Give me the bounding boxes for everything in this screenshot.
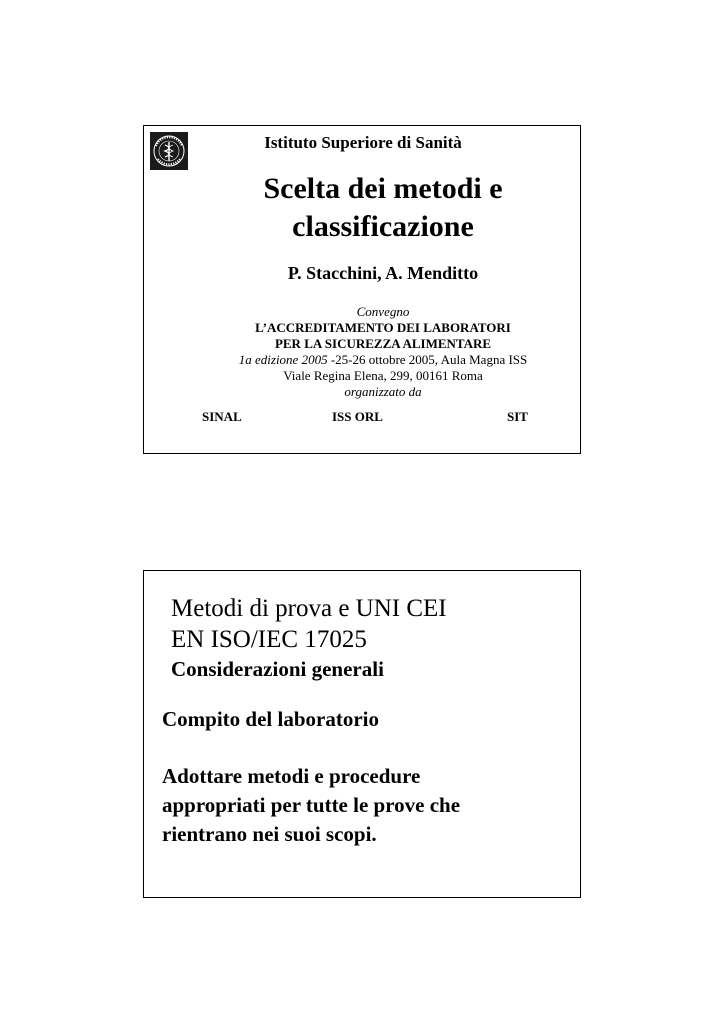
conference-address: Viale Regina Elena, 299, 00161 Roma xyxy=(283,368,483,383)
title-line: EN ISO/IEC 17025 xyxy=(171,626,367,653)
authors: P. Stacchini, A. Menditto xyxy=(287,263,479,283)
presentation-title xyxy=(174,170,592,246)
title-line: Scelta dei metodi e xyxy=(263,172,503,205)
slide-title xyxy=(171,593,447,655)
conference-label: Convegno xyxy=(356,304,410,319)
conference-info xyxy=(174,304,592,400)
conference-date-line xyxy=(174,352,592,368)
conference-date-place: -25-26 ottobre 2005, Aula Magna ISS xyxy=(327,352,528,367)
slide-content xyxy=(143,570,581,898)
body-line: rientrano nei suoi scopi. xyxy=(162,822,377,846)
body-text xyxy=(162,762,460,849)
organizer-iss-orl: ISS ORL xyxy=(332,409,383,424)
section-heading: Compito del laboratorio xyxy=(162,707,379,731)
institute-name: Istituto Superiore di Sanità xyxy=(264,133,462,152)
title-line: Metodi di prova e UNI CEI xyxy=(171,595,447,622)
body-line: appropriati per tutte le prove che xyxy=(162,793,461,817)
conference-name-line: PER LA SICUREZZA ALIMENTARE xyxy=(274,336,492,351)
conference-name-line: L’ACCREDITAMENTO DEI LABORATORI xyxy=(255,320,511,335)
slide-title xyxy=(143,125,581,454)
organized-by-label: organizzato da xyxy=(344,384,422,399)
title-line: classificazione xyxy=(292,210,474,243)
slide-subtitle: Considerazioni generali xyxy=(171,657,384,681)
conference-edition: 1a edizione 2005 xyxy=(238,352,328,367)
organizer-sit: SIT xyxy=(507,409,528,424)
organizer-sinal: SINAL xyxy=(202,409,242,424)
body-line: Adottare metodi e procedure xyxy=(162,764,421,788)
